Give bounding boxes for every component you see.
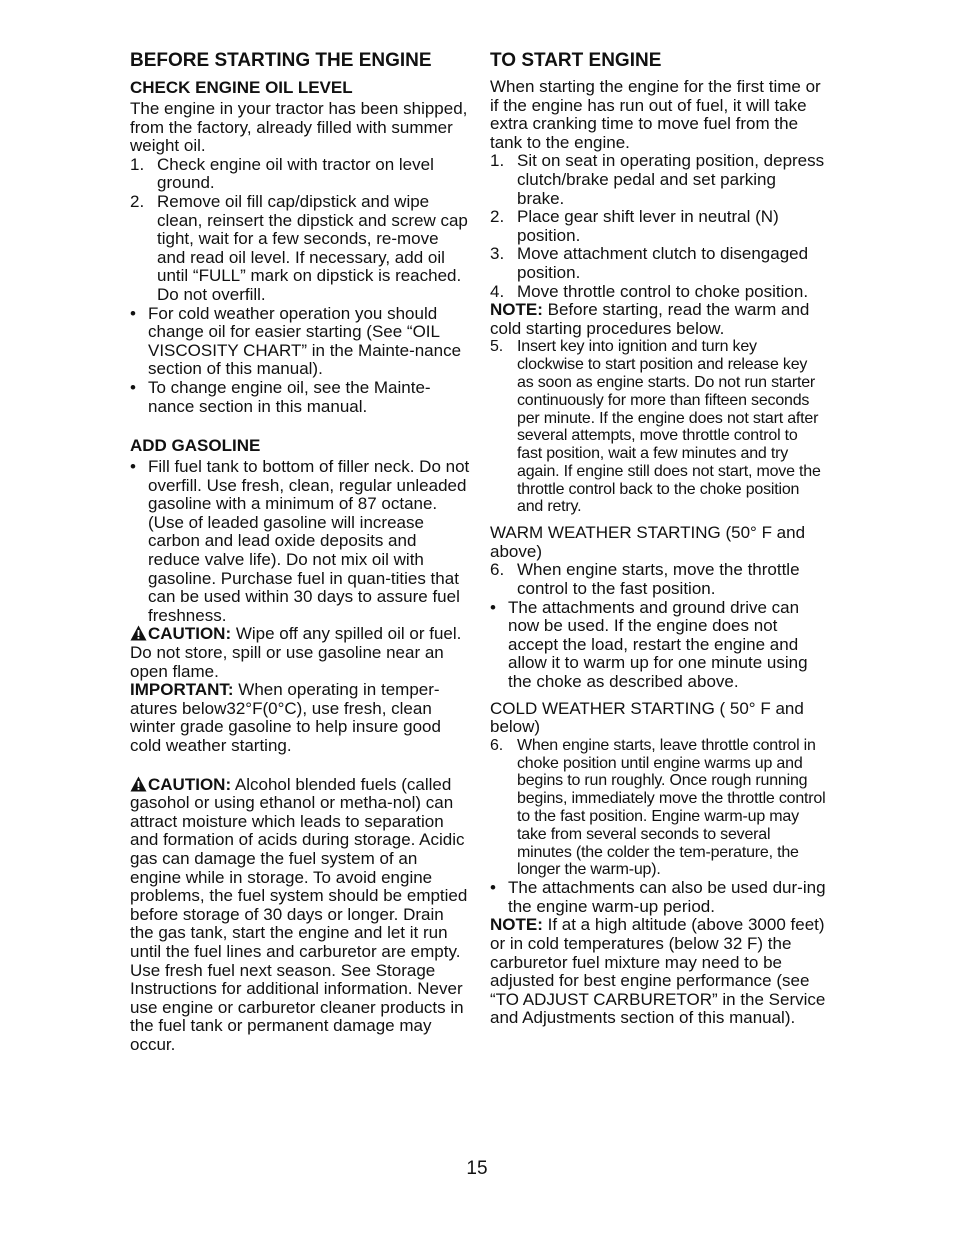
start-intro: When starting the engine for the first time or if the engine has run out of fuel, it will take extra cranking time to move fuel from the tank to the engine. [490,77,821,152]
oil-bullets [130,305,470,417]
caution-spill: CAUTION: Wipe off any spilled oil or fuel. Do not store, spill or use gasoline near an open flame. [130,624,462,681]
gas-bullets [130,458,470,625]
list-item: • Fill fuel tank to bottom of filler neck. Do not overfill. Use fresh, clean, regular unleaded gasoline with a minimum of 87 octane. (Use of leaded gasoline will increase carbon and lead oxide deposits and reduce valve life). Do not mix oil with gasoline. Purchase fuel in quan-tities that can be used within 30 days to assure fuel freshness. [130,457,470,625]
oil-intro: The engine in your tractor has been shipped, from the factory, already filled with summer weight oil. [130,99,468,156]
subheading-check-oil: CHECK ENGINE OIL LEVEL [130,78,353,97]
list-item: • To change engine oil, see the Mainte-nance section in this manual. [130,377,431,416]
list-item: 1. Sit on seat in operating position, depress clutch/brake pedal and set parking brake. [490,151,825,208]
cold-weather-heading: COLD WEATHER STARTING ( 50° F and below) [490,698,804,737]
warm-weather-heading: WARM WEATHER STARTING (50° F and above) [490,523,806,561]
start-steps [490,152,826,301]
section-heading-to-start: TO START ENGINE [490,50,662,71]
warning-triangle-icon [130,625,147,641]
list-item: 6. When engine starts, leave throttle control in choke position until engine warms up and begins to run roughly. Once rough running begins, immediately move the throttle control to the fast position. Engine warm-up may take from several seconds to several minutes (the colder the tem-perature, the longer the warm-up). [490,736,826,879]
warning-triangle-icon [130,776,147,792]
list-item: • For cold weather operation you should change oil for easier starting (See “OIL VISCOSITY CHART” in the Mainte-nance section of this manual). [130,303,462,379]
list-item: 1. Check engine oil with tractor on level ground. [130,154,434,193]
note-high-altitude: NOTE: If at a high altitude (above 3000 feet) or in cold temperatures (below 32 F) the carburetor fuel mixture may need to be adjusted for best engine performance (see “TO ADJUST CARBURETOR” in the Service and Adjustments section of this manual). [490,915,826,1028]
list-item: 2. Place gear shift lever in neutral (N) position. [490,207,779,245]
section-heading-before-starting: BEFORE STARTING THE ENGINE [130,50,432,71]
note-before-starting: NOTE: Before starting, read the warm and cold starting procedures below. [490,300,810,338]
list-item: 2. Remove oil fill cap/dipstick and wipe clean, reinsert the dipstick and screw cap tight, wait for a few seconds, re-move and read oil level. If necessary, add oil until “FULL” mark on dipstick is reached. Do not overfill. [130,191,468,304]
list-item: 3. Move attachment clutch to disengaged position. [490,244,809,282]
left-column [130,50,470,1055]
subheading-add-gasoline: ADD GASOLINE [130,436,261,456]
list-item: 6. When engine starts, move the throttle control to the fast position. [490,560,800,599]
important-note: IMPORTANT: When operating in temper-atures below32°F(0°C), use fresh, clean winter grade gasoline to help insure good cold weather starting. [130,680,441,755]
list-item: 5. Insert key into ignition and turn key clockwise to start position and release key as soon as engine starts. Do not run starter continuously for more than fifteen seconds per minute. If the engine does not start after several attempts, move throttle control to fast position, wait a few minutes and try again. If engine still does not start, move the throttle control back to the choke position and retry. [490,338,821,516]
page-number: 15 [466,1158,488,1179]
list-item: 4. Move throttle control to choke position. [490,281,809,301]
list-item: • The attachments can also be used dur-ing the engine warm-up period. [490,878,826,916]
oil-steps [130,156,470,305]
list-item: • The attachments and ground drive can now be used. If the engine does not accept the load, restart the engine and allow it to warm up for one minute using the choke as described above. [490,597,808,692]
right-column [490,50,826,1028]
caution-alcohol: CAUTION: Alcohol blended fuels (called gasohol or using ethanol or metha-nol) can attract moisture which leads to separation and formation of acids during storage. Acidic gas can damage the fuel system of an engine while in storage. To avoid engine problems, the fuel system should be emptied before storage of 30 days or longer. Drain the gas tank, start the engine and let it run until the fuel lines and carburetor are empty. Use fresh fuel next season. See Storage Instructions for additional information. Never use engine or carburetor cleaner products in the fuel tank or permanent damage may occur. [130,774,468,1054]
